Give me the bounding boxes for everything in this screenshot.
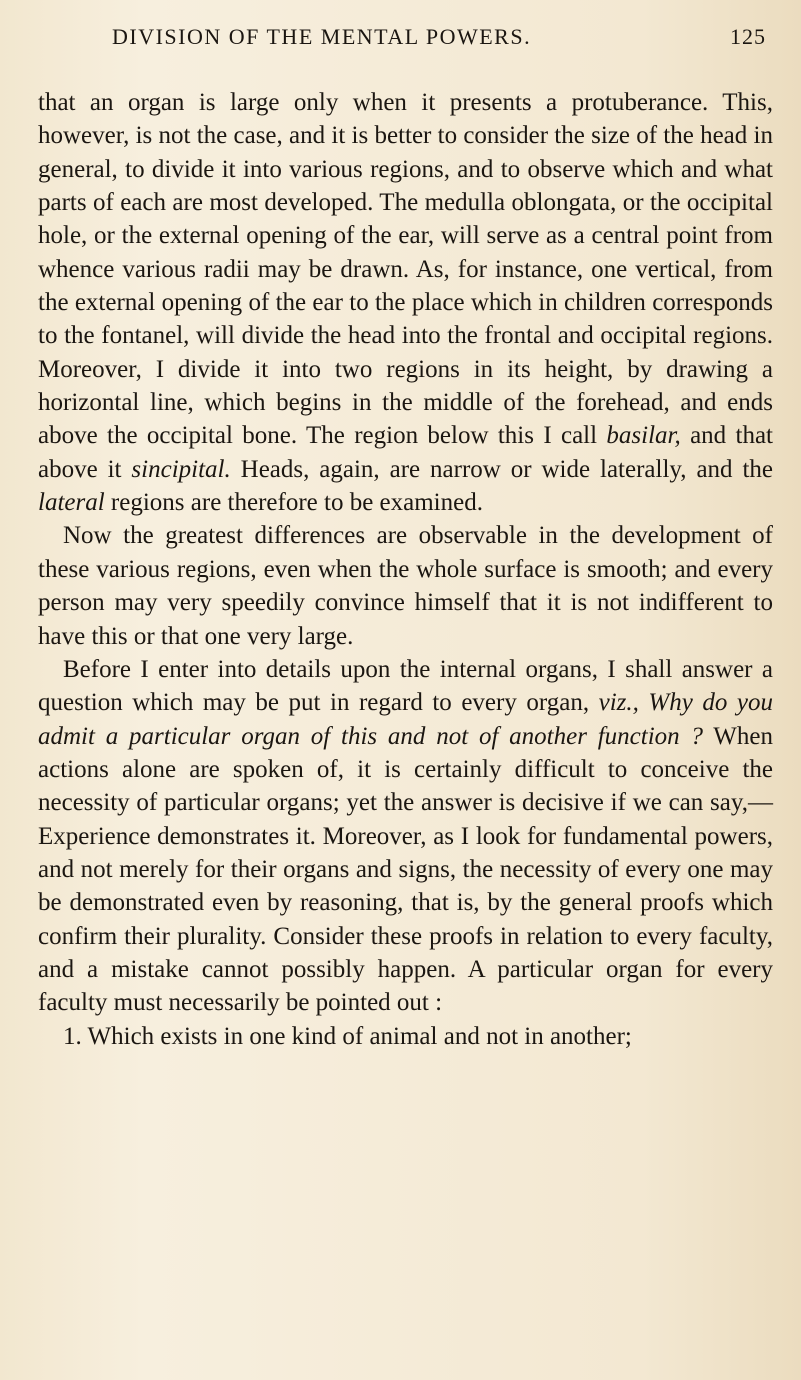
page-number: 125 bbox=[730, 24, 766, 49]
paragraph-text: Before I enter into details upon the internal organs, I shall answer a question which may be put in regard to every organ, bbox=[38, 655, 773, 717]
italic-term-lateral: lateral bbox=[38, 489, 105, 517]
paragraph-regions-of-head bbox=[38, 86, 773, 519]
italic-question: Why do you admit a particular organ of this and not of another function ? bbox=[38, 689, 773, 750]
paragraph-space bbox=[639, 689, 649, 716]
paragraph-text: that an organ is large only when it presents a protuberance. This, however, is not the case, and it is better to consider the size of the head in general, to divide it into various regions, and to observe which and what parts of each are most developed. The medulla oblongata, or the occipital hole, or the external opening of the ear, will serve as a central point from whence various radii may be drawn. As, for instance, one vertical, from the external opening of the ear to the place which in children corresponds to the fontanel, will divide the head into the frontal and occipital regions. Moreover, I divide it into two regions in its height, by drawing a horizontal line, which begins in the middle of the forehead, and ends above the occipital bone. The region below this I call bbox=[38, 89, 773, 450]
running-title: DIVISION OF THE MENTAL POWERS. bbox=[112, 24, 532, 49]
italic-term-sincipital: sincipital. bbox=[131, 455, 231, 483]
paragraph-text: regions are therefore to be examined. bbox=[104, 489, 483, 517]
paragraph-development: Now the greatest differences are observable in the development of these various regions, even when the whole surface is smooth; and every person may very speedily convince himself that it is not indifferent to have this or that one very large. bbox=[38, 522, 773, 650]
italic-term-basilar: basilar, bbox=[606, 422, 681, 450]
italic-viz: viz., bbox=[598, 689, 639, 717]
paragraph-text: When actions alone are spoken of, it is certainly difficult to conceive the necessity of particular organs; yet the answer is decisive if we can say,—Experience demonstrates it. Moreover, as I look for fundamental powers, and not merely for their organs and signs, the necessity of every one may be demonstrated even by reasoning, that is, by the general proofs which confirm their plurality. Consider these proofs in relation to every faculty, and a mistake cannot possibly happen. A particular organ for every faculty must necessarily be pointed out : bbox=[38, 722, 773, 1017]
paragraph-text: Heads, again, are narrow or wide laterally, and the bbox=[230, 455, 773, 483]
paragraph-text: and that above it bbox=[38, 422, 774, 483]
body-text bbox=[38, 86, 773, 1053]
paragraph-internal-organs bbox=[38, 653, 773, 1020]
numbered-proof-1: 1. Which exists in one kind of animal and not in another; bbox=[63, 1022, 632, 1050]
running-head bbox=[112, 24, 766, 56]
